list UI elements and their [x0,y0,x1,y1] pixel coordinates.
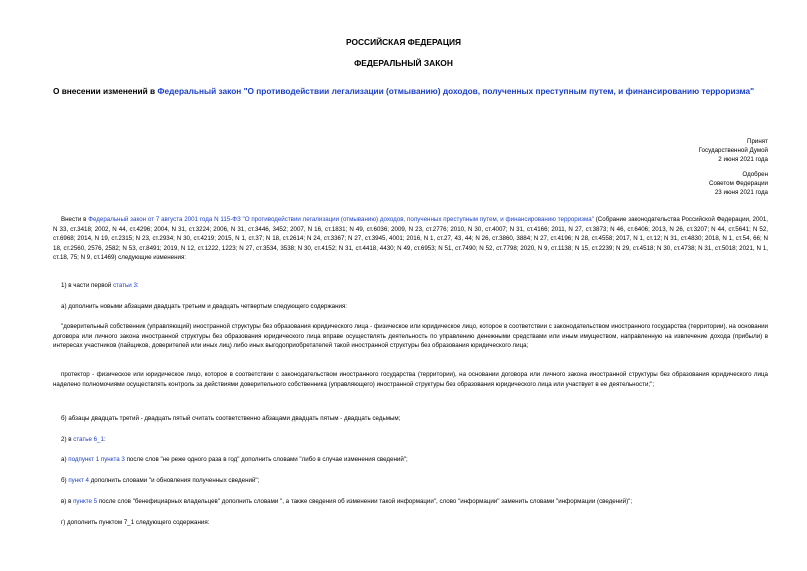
item-1-prefix: 1) в части первой [61,282,114,289]
adoption-block [699,137,768,197]
item-2-suffix: : [103,436,106,443]
item-2a-prefix: а) [61,456,69,463]
title-law-link[interactable]: Федеральный закон "О противодействии легализации (отмыванию) доходов, полученных преступным путем, и финансированию терроризма" [157,86,755,96]
item-2a-suffix: после слов "не реже одного раза в год" дополнить словами "либо в случае изменения сведений"; [124,456,408,463]
item-2b-suffix: дополнить словами "и обновления полученных сведений"; [88,477,260,484]
item-2a-link[interactable]: подпункт 1 пункта 3 [68,456,125,463]
item-1-article-link[interactable]: статьи 3 [113,282,137,289]
item-1-suffix: : [136,282,139,289]
item-2c-link[interactable]: пункте 5 [73,498,98,505]
law-title [40,86,767,97]
approved-label: Одобрен [742,170,768,178]
item-2b-link[interactable]: пункт 4 [68,477,89,484]
item-2-prefix: 2) в [61,436,74,443]
item-2b [53,476,768,486]
approved-by: Советом Федерации [709,179,768,187]
item-2c-prefix: в) в [61,498,74,505]
intro-paragraph [53,215,768,263]
intro-rest: (Собрание законодательства Российской Федерации, 2001, N 33, ст.3418; 2002, N 44, ст.4296; 2004, N 31, ст.3224; 2006, N 31, ст.3446, 3452; 2007, N 16, ст.1831; N 49, ст.6036; 2009, N 23, ст.2776; 2010, N 30, ст.4007; N 31, ст.4166; 2011, N 27, ст.3873; N 46, ст.6406; 2013, N 26, ст.3207; N 44, ст.5641; N 52, ст.6968; 2014, N 19, ст.2315; N 23, ст.2934; N 30, ст.4219; 2015, N 1, ст.37; N 18, ст.2614; N 24, ст.3367; N 27, ст.3945, 4001; 2016, N 1, ст.27, 43, 44; N 26, ст.3860, 3884; N 27, ст.4196; N 28, ст.4558; 2017, N 1, ст.12; N 31, ст.4830; 2018, N 1, ст.54, 66; N 18, ст.2560, 2576, 2582; N 53, ст.8491; 2019, N 12, ст.1222, 1223; N 27, ст.3534, 3538; N 30, ст.4152; N 31, ст.4418, 4430; N 49, ст.6953; N 51, ст.7490; N 52, ст.7798; 2020, N 9, ст.1138; N 15, ст.2239; N 29, ст.4518; N 30, ст.4738; N 31, ст.5018; 2021, N 1, ст.18, 75; N 9, ст.1469) следующие изменения: [53,216,768,262]
accepted-label: Принят [747,138,768,145]
title-prefix: О внесении изменений в [52,86,158,96]
item-1a: а) дополнить новыми абзацами двадцать третьим и двадцать четвертым следующего содержания: [61,303,348,310]
intro-prefix: Внести в [61,216,89,223]
item-2c-suffix: после слов "бенефициарных владельцев" дополнить словами ", а также сведения об изменении такой информации", слово "информации" заменить словами "информации (сведений)"; [97,498,633,505]
intro-law-link[interactable]: Федеральный закон от 7 августа 2001 года N 115-ФЗ "О противодействии легализации (отмыванию) доходов, полученных преступным путем, и финансированию терроризма" [88,216,594,223]
accepted-by: Государственной Думой [698,147,768,155]
accepted-date: 2 июня 2021 года [718,156,768,164]
item-1b: б) абзацы двадцать третий - двадцать пятый считать соответственно абзацами двадцать пятым - двадцать седьмым; [61,415,401,422]
item-2-article-link[interactable]: статье 6_1 [73,436,104,443]
approved-date: 23 июня 2021 года [714,189,768,197]
item-2 [53,435,768,445]
item-2a [53,455,768,465]
quote-paragraph-2: протектор - физическое или юридическое лицо, которое в соответствии с законодательством иностранного государства (территории), на основании договора или личного закона иностранной структуры без образования юридического лица наделено полномочиями осуществлять контроль за действиями доверительного собственника (управляющего) иностранной структуры без образования юридического лица или участвует в ее деятельности;"; [53,371,768,388]
quote-paragraph-1: "доверительный собственник (управляющий) иностранной структуры без образования юридического лица - физическое или юридическое лицо, которое в соответствии с законодательством иностранного государства (территории), на основании договора или личного закона иностранной структуры без образования юридического лица вправе осуществлять деятельность по управлению денежными средствами или иным имуществом, направленную на извлечение дохода (прибыли) в интересах участников (пайщиков, доверителей или иных лиц) либо иных выгодоприобретателей такой иностранной структуры без образования юридического лица; [53,323,768,350]
item-2c [53,497,768,507]
document-type-heading: ФЕДЕРАЛЬНЫЙ ЗАКОН [354,58,453,68]
country-heading: РОССИЙСКАЯ ФЕДЕРАЦИЯ [345,37,462,47]
item-2b-prefix: б) [61,477,69,484]
item-2d: г) дополнить пунктом 7_1 следующего содержания: [61,519,210,526]
item-1 [53,281,768,291]
